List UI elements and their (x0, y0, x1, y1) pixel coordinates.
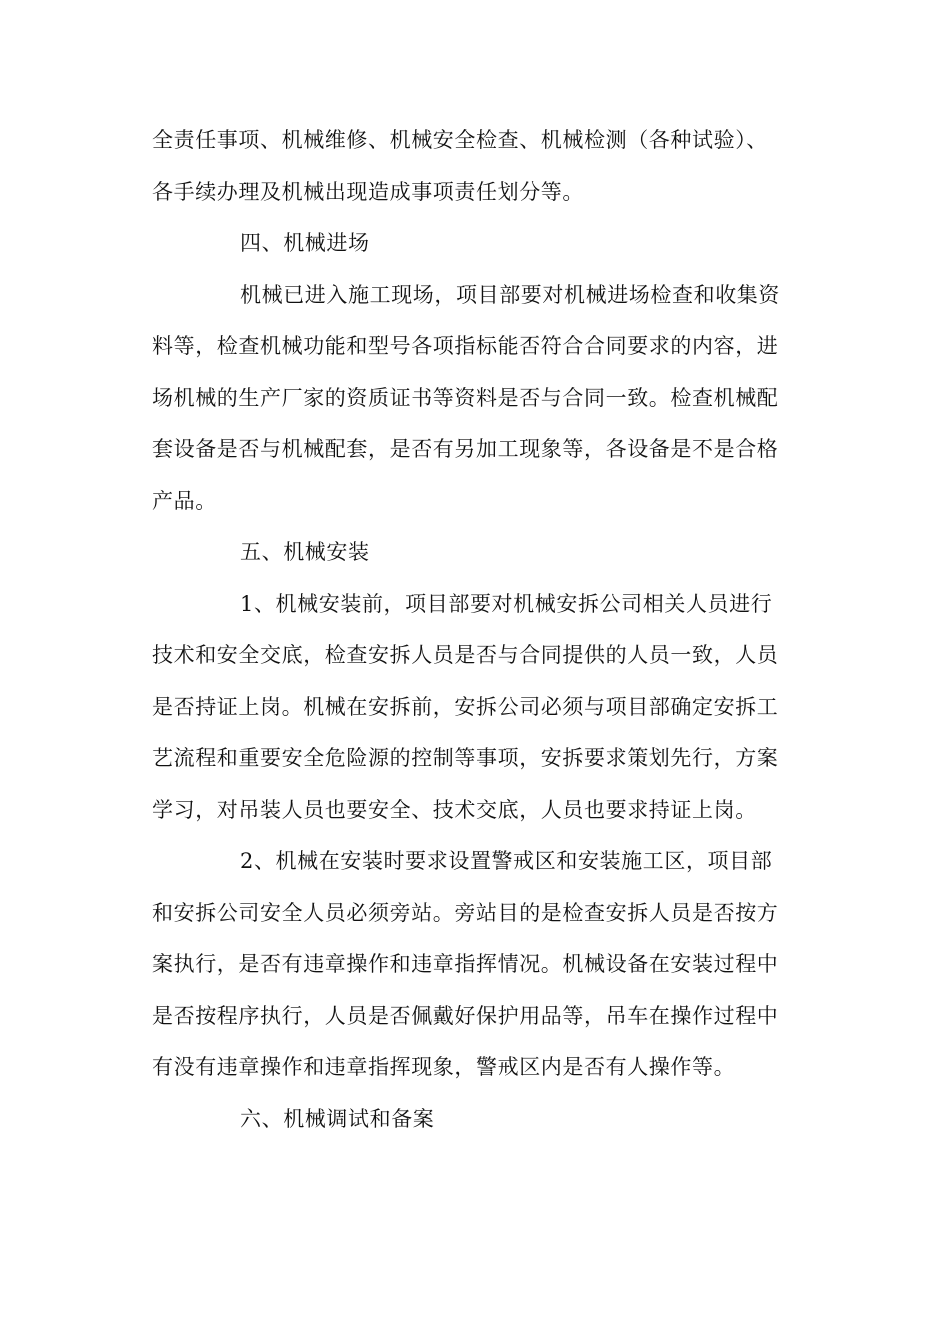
text-line: 料等，检查机械功能和型号各项指标能否符合合同要求的内容，进 (152, 334, 779, 358)
section-heading-commissioning-and-filing (152, 1094, 800, 1146)
heading-text: 六、机械调试和备案 (240, 1106, 435, 1131)
text-line: 产品。 (152, 488, 217, 513)
text-line: 是否持证上岗。机械在安拆前，安拆公司必须与项目部确定安拆工 (152, 694, 779, 719)
text-line: 学习，对吊装人员也要安全、技术交底，人员也要求持证上岗。 (152, 797, 757, 822)
paragraph-machinery-entry (152, 270, 800, 528)
text-line: 艺流程和重要安全危险源的控制等事项，安拆要求策划先行，方案 (152, 746, 779, 770)
text-line: 1、机械安装前，项目部要对机械安拆公司相关人员进行 (240, 591, 773, 616)
heading-text: 五、机械安装 (240, 540, 370, 564)
document-body (152, 115, 800, 1145)
section-heading-machinery-entry (152, 218, 800, 270)
text-line: 2、机械在安装时要求设置警戒区和安装施工区，项目部 (240, 849, 773, 873)
text-line: 机械已进入施工现场，项目部要对机械进场检查和收集资 (240, 282, 780, 307)
text-line: 和安拆公司安全人员必须旁站。旁站目的是检查安拆人员是否按方 (152, 900, 779, 925)
text-line: 技术和安全交底，检查安拆人员是否与合同提供的人员一致，人员 (152, 643, 779, 667)
text-line: 是否按程序执行，人员是否佩戴好保护用品等，吊车在操作过程中 (152, 1003, 779, 1028)
paragraph-installation-item-1 (152, 579, 800, 837)
text-line: 各手续办理及机械出现造成事项责任划分等。 (152, 179, 584, 204)
text-line: 有没有违章操作和违章指挥现象，警戒区内是否有人操作等。 (152, 1055, 736, 1079)
heading-text: 四、机械进场 (240, 231, 370, 255)
text-line: 全责任事项、机械维修、机械安全检查、机械检测（各种试验）、 (152, 128, 768, 152)
text-line: 案执行，是否有违章操作和违章指挥情况。机械设备在安装过程中 (152, 952, 779, 976)
text-line: 套设备是否与机械配套，是否有另加工现象等，各设备是不是合格 (152, 437, 779, 461)
text-line: 场机械的生产厂家的资质证书等资料是否与合同一致。检查机械配 (152, 385, 779, 410)
paragraph-continued-duties (152, 115, 800, 218)
paragraph-installation-item-2 (152, 836, 800, 1094)
section-heading-machinery-installation (152, 527, 800, 579)
